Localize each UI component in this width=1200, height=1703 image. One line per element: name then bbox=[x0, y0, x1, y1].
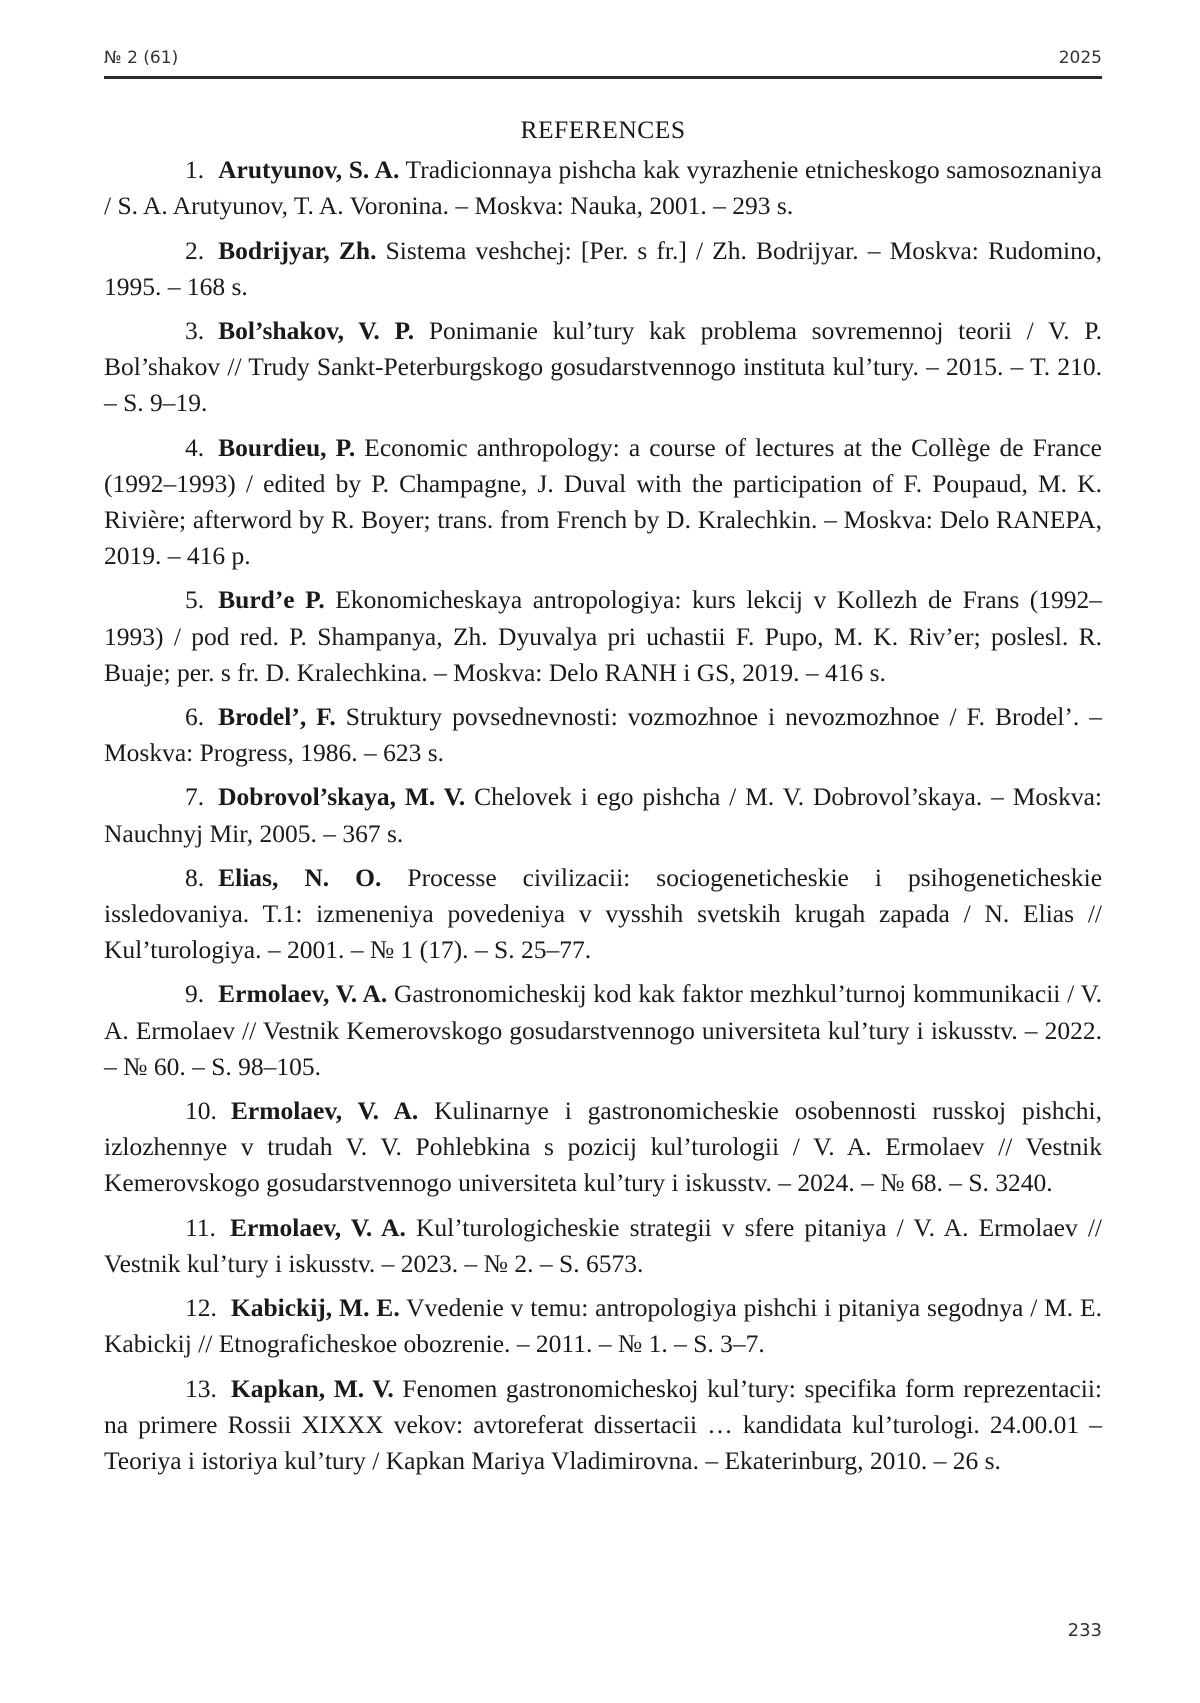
reference-item bbox=[104, 1371, 1102, 1480]
reference-author: Kapkan, M. V. bbox=[230, 1373, 394, 1403]
reference-author: Burd’e P. bbox=[218, 585, 325, 615]
reference-text: Struktury povsednevnosti: vozmozhnoe i nevozmozhnoe / F. Brodel’. – Moskva: Progress, 1986. – 623 s. bbox=[104, 702, 1102, 768]
reference-number: 7. bbox=[185, 782, 205, 812]
reference-item bbox=[104, 1093, 1102, 1202]
reference-item bbox=[104, 860, 1102, 969]
reference-number: 5. bbox=[185, 585, 205, 615]
reference-author: Bourdieu, P. bbox=[218, 432, 356, 462]
reference-text: Gastronomicheskij kod kak faktor mezhkul’turnoj kommunikacii / V. A. Ermolaev // Vestnik Kemerovskogo gosudarstvennogo universiteta kul’tury i iskusstv. – 2022. – № 60. – S. 98–105. bbox=[104, 979, 1102, 1081]
reference-item bbox=[104, 699, 1102, 771]
reference-text: Chelovek i ego pishcha / M. V. Dobrovol’skaya. – Moskva: Nauchnyj Mir, 2005. – 367 s. bbox=[104, 782, 1103, 848]
running-header bbox=[104, 48, 1102, 79]
reference-text: Economic anthropology: a course of lectures at the Collège de France (1992–1993) / edited by P. Champagne, J. Duval with the participation of F. Poupaud, M. K. Rivière; afterword by R. Boyer; trans. from French by D. Kralechkin. – Moskva: Delo RANEPA, 2019. – 416 p. bbox=[104, 432, 1103, 571]
reference-author: Ermolaev, V. A. bbox=[218, 979, 388, 1009]
reference-text: Tradicionnaya pishcha kak vyrazhenie etnicheskogo samosoznaniya / S. A. Arutyunov, T. A. Voronina. – Moskva: Nauka, 2001. – 293 s. bbox=[104, 155, 1102, 221]
reference-number: 13. bbox=[185, 1373, 217, 1403]
reference-item bbox=[104, 152, 1102, 224]
reference-text: Processe civilizacii: sociogeneticheskie i psihogeneticheskie issledovaniya. T.1: izmeneniya povedeniya v vysshih svetskih krugah zapada / N. Elias // Kul’turologiya. – 2001. – № 1 (17). – S. 25–77. bbox=[104, 862, 1103, 965]
reference-text: Fenomen gastronomicheskoj kul’tury: specifika form reprezentacii: na primere Rossii XIXXX vekov: avtoreferat dissertacii … kandidata kul’turologi. 24.00.01 – Teoriya i istoriya kul’tury / Kapkan Mariya Vladimirovna. – Ekaterinburg, 2010. – 26 s. bbox=[104, 1373, 1102, 1475]
reference-number: 11. bbox=[185, 1212, 216, 1242]
reference-item bbox=[104, 779, 1102, 851]
reference-item bbox=[104, 313, 1102, 422]
reference-item bbox=[104, 1290, 1102, 1362]
issue-number: № 2 (61) bbox=[104, 48, 179, 68]
reference-author: Kabickij, M. E. bbox=[230, 1293, 400, 1323]
reference-item bbox=[104, 976, 1102, 1085]
reference-item bbox=[104, 582, 1102, 691]
reference-number: 3. bbox=[185, 316, 205, 346]
reference-number: 12. bbox=[185, 1293, 217, 1323]
reference-text: Sistema veshchej: [Per. s fr.] / Zh. Bodrijyar. – Moskva: Rudomino, 1995. – 168 s. bbox=[104, 235, 1102, 301]
reference-number: 4. bbox=[185, 432, 205, 462]
reference-number: 1. bbox=[185, 155, 205, 185]
reference-text: Kulinarnye i gastronomicheskie osobennosti russkoj pishchi, izlozhennye v trudah V. V. Pohlebkina s pozicij kul’turologii / V. A. Ermolaev // Vestnik Kemerovskogo gosudarstvennogo universiteta kul’tury i iskusstv. – 2024. – № 68. – S. 3240. bbox=[104, 1096, 1102, 1198]
reference-author: Ermolaev, V. A. bbox=[229, 1212, 406, 1242]
reference-item bbox=[104, 1210, 1102, 1282]
reference-author: Dobrovol’skaya, M. V. bbox=[218, 782, 466, 812]
publication-year: 2025 bbox=[1058, 48, 1102, 68]
reference-author: Elias, N. O. bbox=[218, 862, 382, 892]
reference-number: 6. bbox=[185, 702, 205, 732]
reference-author: Brodel’, F. bbox=[218, 702, 336, 732]
reference-text: Kul’turologicheskie strategii v sfere pitaniya / V. A. Ermolaev // Vestnik kul’tury i iskusstv. – 2023. – № 2. – S. 6573. bbox=[104, 1212, 1103, 1278]
reference-item bbox=[104, 430, 1102, 575]
reference-number: 10. bbox=[185, 1096, 217, 1126]
reference-number: 8. bbox=[185, 862, 205, 892]
section-title: REFERENCES bbox=[520, 115, 686, 144]
reference-author: Arutyunov, S. A. bbox=[218, 155, 400, 185]
reference-number: 2. bbox=[185, 235, 205, 265]
reference-text: Vvedenie v temu: antropologiya pishchi i pitaniya segodnya / M. E. Kabickij // Etnograficheskoe obozrenie. – 2011. – № 1. – S. 3–7. bbox=[104, 1293, 1102, 1359]
reference-text: Ponimanie kul’tury kak problema sovremennoj teorii / V. P. Bol’shakov // Trudy Sankt-Peterburgskogo gosudarstvennogo instituta kul’tury. – 2015. – T. 210. – S. 9–19. bbox=[104, 316, 1102, 418]
page-number: 233 bbox=[1067, 1620, 1102, 1641]
references-section bbox=[104, 112, 1102, 1487]
reference-author: Bodrijyar, Zh. bbox=[218, 235, 377, 265]
reference-author: Ermolaev, V. A. bbox=[230, 1096, 419, 1126]
reference-number: 9. bbox=[185, 979, 205, 1009]
reference-author: Bol’shakov, V. P. bbox=[218, 316, 415, 346]
reference-text: Ekonomicheskaya antropologiya: kurs lekcij v Kollezh de Frans (1992–1993) / pod red. P. Shampanya, Zh. Dyuvalya pri uchastii F. Pupo, M. K. Riv’er; poslesl. R. Buaje; per. s fr. D. Kralechkina. – Moskva: Delo RANH i GS, 2019. – 416 s. bbox=[104, 585, 1102, 687]
reference-item bbox=[104, 233, 1102, 305]
